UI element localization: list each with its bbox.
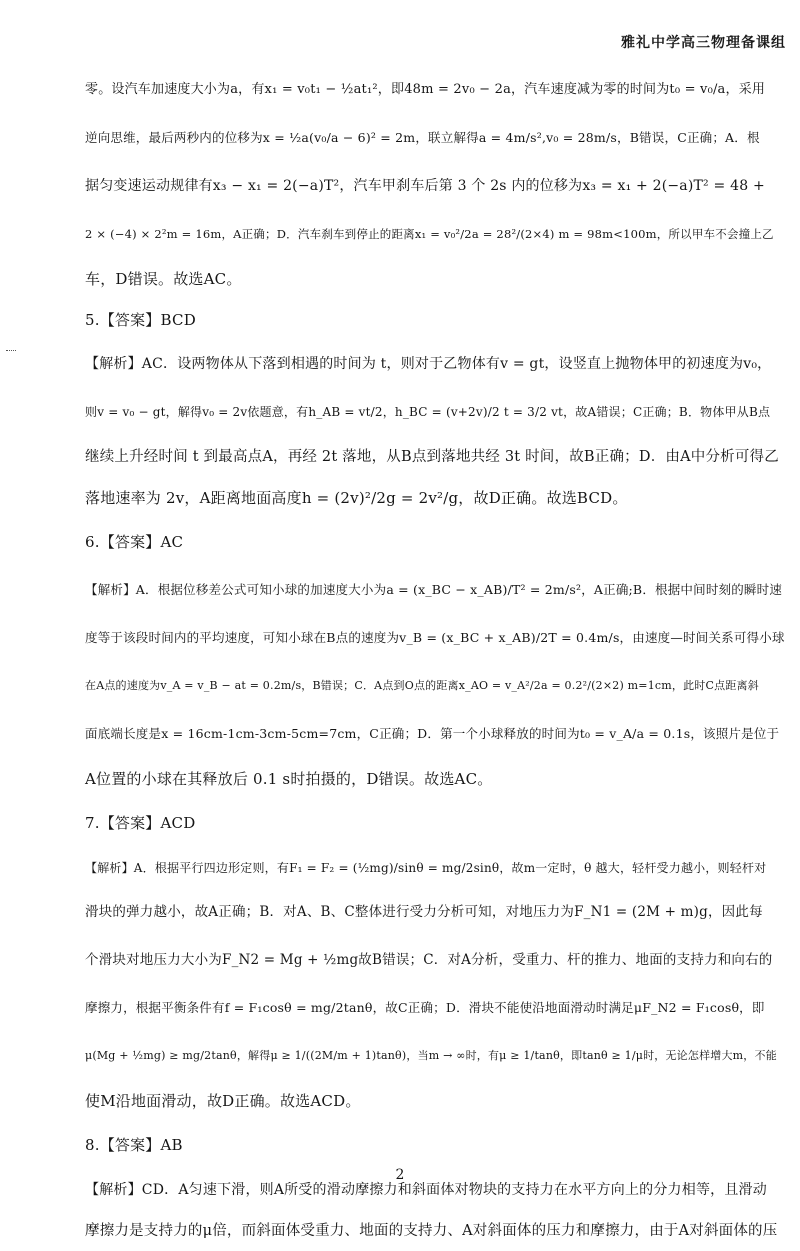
text-line [85, 66, 785, 114]
text-line [85, 936, 785, 984]
text-line-content: 8.【答案】AB [85, 1136, 183, 1154]
text-line [85, 210, 785, 258]
text-line-content: 使M沿地面滑动，故D正确。故选ACD。 [85, 1091, 361, 1110]
text-line [85, 388, 785, 436]
text-line [85, 1080, 785, 1121]
text-line [85, 1210, 785, 1251]
text-line [85, 162, 785, 210]
text-line-content: 车，D错误。故选AC。 [85, 269, 242, 288]
text-line-content: 7.【答案】ACD [85, 814, 196, 832]
text-line [85, 1121, 785, 1169]
text-line-content: 【解析】A．根据平行四边形定则，有F₁ = F₂ = (½mg)/sinθ = mg/2sinθ，故m一定时，θ 越大，轻杆受力越小，则轻杆对 [85, 860, 767, 875]
text-line-content: 度等于该段时间内的平均速度，可知小球在B点的速度为v_B = (x_BC + x_AB)/2T = 0.4m/s，由速度—时间关系可得小球 [85, 630, 785, 645]
text-line-content: 零。设汽车加速度大小为a，有x₁ = v₀t₁ − ½at₁²，即48m = 2v₀ − 2a，汽车速度减为零的时间为t₀ = v₀/a，采用 [85, 82, 766, 97]
text-line-content: 2 × (−4) × 2²m = 16m，A正确；D．汽车刹车到停止的距离x₁ = v₀²/2a = 28²/(2×4) m = 98m<100m，所以甲车不会撞上乙 [85, 227, 774, 241]
text-line [85, 888, 785, 936]
text-line [85, 518, 785, 566]
text-line-content: 【解析】AC．设两物体从下落到相遇的时间为 t，则对于乙物体有v = gt，设竖直上抛物体甲的初速度为v₀， [85, 356, 772, 372]
text-line-content: 据匀变速运动规律有x₃ − x₁ = 2(−a)T²，汽车甲刹车后第 3 个 2s 内的位移为x₃ = x₁ + 2(−a)T² = 48 + [85, 178, 765, 194]
text-line [85, 477, 785, 518]
text-line-content: 摩擦力是支持力的μ倍，而斜面体受重力、地面的支持力、A对斜面体的压力和摩擦力，由于A对斜面体的压 [85, 1222, 778, 1239]
text-line [85, 758, 785, 799]
text-line [85, 710, 785, 758]
text-line-content: 则v = v₀ − gt，解得v₀ = 2v依题意，有h_AB = vt/2，h_BC = (v+2v)/2 t = 3/2 vt，故A错误；C正确；B．物体甲从B点 [85, 405, 771, 419]
text-line [85, 662, 785, 710]
text-line-content: 5.【答案】BCD [85, 310, 196, 329]
text-line-content: 【解析】A．根据位移差公式可知小球的加速度大小为a = (x_BC − x_AB)/T² = 2m/s²，A正确;B．根据中间时刻的瞬时速 [85, 582, 783, 597]
page-header: 雅礼中学高三物理备课组 [621, 35, 786, 51]
text-line-content: 在A点的速度为v_A = v_B − at = 0.2m/s，B错误；C．A点到O点的距离x_AO = v_A²/2a = 0.2²/(2×2) m=1cm，此时C点距离斜 [85, 679, 759, 692]
text-line-content: 6.【答案】AC [85, 533, 184, 551]
text-line-content: 摩擦力，根据平衡条件有f = F₁cosθ = mg/2tanθ，故C正确；D．滑块不能使沿地面滑动时满足μF_N2 = F₁cosθ，即 [85, 1000, 765, 1015]
text-line [85, 984, 785, 1032]
text-line-content: 逆向思维，最后两秒内的位移为x = ½a(v₀/a − 6)² = 2m，联立解得a = 4m/s²,v₀ = 28m/s，B错误，C正确；A．根 [85, 130, 760, 145]
text-line-content: A位置的小球在其释放后 0.1 s时拍摄的，D错误。故选AC。 [85, 769, 493, 788]
text-line-content: μ(Mg + ½mg) ≥ mg/2tanθ，解得μ ≥ 1/((2M/m + 1)tanθ)，当m → ∞时，有μ ≥ 1/tanθ，即tanθ ≥ 1/μ时，无论怎样增大m，不能 [85, 1049, 777, 1062]
text-line [85, 566, 785, 614]
text-line [85, 114, 785, 162]
body-text [85, 66, 785, 1251]
text-line [85, 299, 785, 340]
text-line-content: 【解析】CD．A匀速下滑，则A所受的滑动摩擦力和斜面体对物块的支持力在水平方向上的分力相等，且滑动 [85, 1181, 767, 1198]
text-line [85, 436, 785, 477]
text-line-content: 滑块的弹力越小，故A正确；B．对A、B、C整体进行受力分析可知，对地压力为F_N1 = (2M + m)g，因此每 [85, 904, 763, 920]
text-line-content: 落地速率为 2v，A距离地面高度h = (2v)²/2g = 2v²/g，故D正确。故选BCD。 [85, 488, 628, 507]
margin-mark [6, 350, 16, 353]
text-line [85, 799, 785, 847]
text-line [85, 1032, 785, 1080]
text-line [85, 258, 785, 299]
page-number: 2 [395, 1167, 405, 1183]
text-line-content: 面底端长度是x = 16cm-1cm-3cm-5cm=7cm，C正确；D．第一个小球释放的时间为t₀ = v_A/a = 0.1s，该照片是位于 [85, 726, 780, 741]
text-line [85, 614, 785, 662]
text-line [85, 847, 785, 888]
text-line-content: 继续上升经时间 t 到最高点A，再经 2t 落地，从B点到落地共经 3t 时间，故B正确；D．由A中分析可得乙 [85, 448, 779, 465]
text-line [85, 340, 785, 388]
text-line-content: 个滑块对地压力大小为F_N2 = Mg + ½mg故B错误；C．对A分析，受重力、杆的推力、地面的支持力和向右的 [85, 952, 773, 968]
